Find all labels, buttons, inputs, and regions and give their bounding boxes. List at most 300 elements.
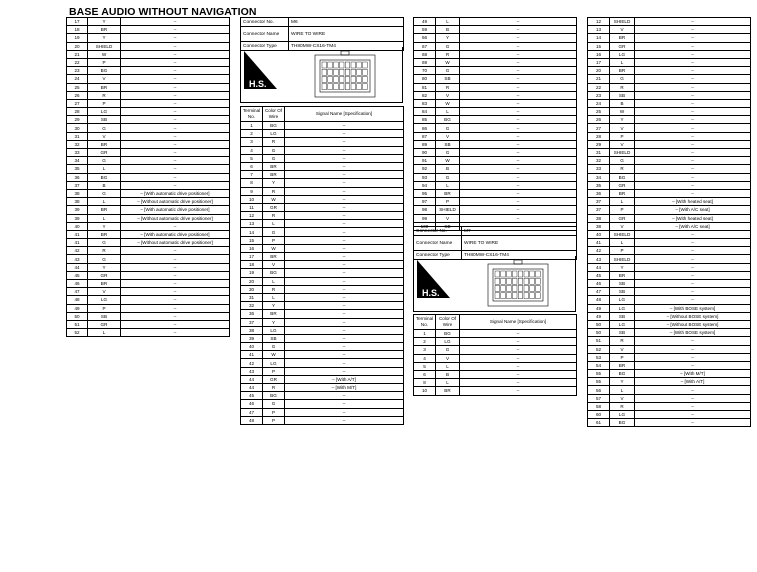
table-row	[588, 50, 751, 58]
table-row	[414, 370, 577, 378]
signal-name: –	[121, 50, 230, 58]
signal-name: – [With heated seat]	[635, 214, 751, 222]
signal-name-header: Signal Name [Specification]	[285, 107, 404, 122]
wire-color: SHIELD	[436, 206, 460, 214]
wire-color: LG	[610, 411, 635, 419]
terminal-no-header: Terminal No.	[241, 107, 263, 122]
table-row	[67, 26, 230, 34]
terminal-no: 44	[67, 263, 88, 271]
wire-color: BR	[263, 171, 285, 179]
table-row	[588, 189, 751, 197]
wire-color: GR	[88, 320, 121, 328]
table-row	[414, 362, 577, 370]
signal-name: –	[285, 162, 404, 170]
table-row	[588, 419, 751, 427]
connector-type-label: Connector Type	[414, 251, 462, 260]
table-row	[67, 222, 230, 230]
signal-name: –	[635, 116, 751, 124]
connector-pin	[322, 62, 327, 68]
table-row	[241, 253, 404, 261]
connector-pin	[507, 293, 512, 299]
wire-color: L	[436, 362, 460, 370]
terminal-no: 19	[67, 34, 88, 42]
terminal-no: 42	[67, 247, 88, 255]
table-row	[67, 108, 230, 116]
terminal-no: 32	[67, 140, 88, 148]
table-row	[414, 206, 577, 214]
wire-color: W	[263, 351, 285, 359]
terminal-no: 90	[414, 149, 436, 157]
wire-color: SB	[610, 329, 635, 337]
table-row	[241, 318, 404, 326]
table-row	[414, 338, 577, 346]
terminal-no: 46	[588, 280, 610, 288]
terminal-no: 36	[67, 173, 88, 181]
terminal-no: 8	[414, 379, 436, 387]
signal-name: –	[121, 280, 230, 288]
terminal-no: 33	[67, 149, 88, 157]
signal-name: –	[635, 402, 751, 410]
table-row	[414, 189, 577, 197]
terminal-no: 46	[241, 400, 263, 408]
terminal-no: 85	[414, 116, 436, 124]
terminal-no: 44	[241, 384, 263, 392]
terminal-no: 42	[588, 247, 610, 255]
table-row	[67, 83, 230, 91]
table-row	[67, 34, 230, 42]
table-row	[241, 122, 404, 130]
wire-color: P	[88, 58, 121, 66]
wire-color: V	[610, 26, 635, 34]
terminal-no: 18	[241, 261, 263, 269]
wire-color: BR	[436, 189, 460, 197]
wire-color: SB	[436, 140, 460, 148]
connector-pin	[334, 69, 339, 75]
wire-color: BG	[436, 330, 460, 338]
terminal-no: 41	[67, 230, 88, 238]
table-row	[414, 379, 577, 387]
connector-pin	[524, 293, 529, 299]
table-row	[588, 140, 751, 148]
terminal-no: 49	[67, 304, 88, 312]
connector-pin	[328, 76, 333, 82]
signal-name: –	[285, 146, 404, 154]
signal-name: –	[460, 198, 577, 206]
signal-name: –	[460, 132, 577, 140]
connector-pin	[322, 84, 327, 90]
wire-color: GR	[263, 375, 285, 383]
signal-name: – [Without automatic drive positioner]	[121, 214, 230, 222]
terminal-no: 91	[414, 157, 436, 165]
hs-label: H.S.	[422, 288, 440, 298]
wire-color: LG	[263, 359, 285, 367]
terminal-no: 32	[241, 302, 263, 310]
signal-name: –	[635, 42, 751, 50]
signal-name: –	[635, 271, 751, 279]
table-row	[241, 392, 404, 400]
signal-name: –	[635, 91, 751, 99]
table-row	[588, 255, 751, 263]
table-row	[241, 285, 404, 293]
connector-pin	[495, 285, 500, 291]
wire-color: L	[436, 181, 460, 189]
table-row	[414, 214, 577, 222]
connector-pin	[495, 271, 500, 277]
wire-color: SHIELD	[610, 18, 635, 26]
signal-name: –	[285, 220, 404, 228]
terminal-no: 38	[241, 326, 263, 334]
wire-color: V	[436, 91, 460, 99]
terminal-no: 14	[588, 34, 610, 42]
signal-name: –	[460, 338, 577, 346]
signal-name: – [With BOSE system]	[635, 329, 751, 337]
terminal-no: 1	[241, 122, 263, 130]
signal-name: –	[460, 99, 577, 107]
signal-name: –	[121, 132, 230, 140]
signal-name: – [With automatic drive positioner]	[121, 189, 230, 197]
table-row	[414, 99, 577, 107]
table-row	[67, 124, 230, 132]
signal-name: – [Without automatic drive positioner]	[121, 198, 230, 206]
wire-color: G	[436, 124, 460, 132]
terminal-no: 36	[588, 189, 610, 197]
signal-name: – [With BOSE system]	[635, 304, 751, 312]
table-row	[414, 58, 577, 66]
wire-color: W	[263, 195, 285, 203]
wire-color: R	[263, 138, 285, 146]
wire-color: BG	[436, 116, 460, 124]
signal-name: –	[121, 296, 230, 304]
signal-name: – [With heated seat]	[635, 198, 751, 206]
terminal-no: 13	[588, 26, 610, 34]
terminal-no: 29	[588, 140, 610, 148]
table-row	[588, 239, 751, 247]
signal-name: –	[460, 330, 577, 338]
terminal-no: 52	[67, 329, 88, 337]
connector-pin	[524, 271, 529, 277]
signal-name: –	[285, 138, 404, 146]
table-row	[241, 293, 404, 301]
table-row	[67, 58, 230, 66]
terminal-no: 16	[241, 244, 263, 252]
connector-no: M6	[289, 18, 404, 27]
table-row	[67, 18, 230, 26]
table-row	[414, 181, 577, 189]
table-row	[67, 189, 230, 197]
table-row	[588, 157, 751, 165]
connector-pin	[501, 278, 506, 284]
signal-name: –	[121, 108, 230, 116]
connector-pin	[501, 285, 506, 291]
table-row	[588, 296, 751, 304]
wire-color: L	[88, 214, 121, 222]
wire-color: LG	[88, 108, 121, 116]
terminal-no: 19	[241, 269, 263, 277]
hs-label: H.S.	[249, 79, 267, 89]
wire-color: W	[436, 99, 460, 107]
signal-name: –	[635, 296, 751, 304]
wire-color: P	[610, 206, 635, 214]
signal-name: –	[635, 230, 751, 238]
wire-color: BR	[610, 34, 635, 42]
terminal-no: 41	[588, 239, 610, 247]
signal-name: –	[635, 165, 751, 173]
table-row	[414, 354, 577, 362]
terminal-no: 39	[67, 206, 88, 214]
table-row	[414, 157, 577, 165]
signal-name: –	[460, 387, 577, 395]
terminal-no: 87	[414, 132, 436, 140]
table-row	[414, 67, 577, 75]
terminal-no: 37	[588, 206, 610, 214]
terminal-no: 83	[414, 99, 436, 107]
terminal-no: 21	[67, 50, 88, 58]
signal-name: –	[121, 222, 230, 230]
wire-color: L	[610, 386, 635, 394]
connector-m6-diagram	[241, 47, 404, 103]
signal-name: –	[635, 83, 751, 91]
table-row	[588, 75, 751, 83]
connector-pin	[518, 293, 523, 299]
wire-color: BR	[88, 230, 121, 238]
connector-pin	[322, 69, 327, 75]
signal-name: –	[635, 386, 751, 394]
terminal-no: 38	[588, 214, 610, 222]
wire-color: R	[610, 165, 635, 173]
wire-color: BR	[88, 26, 121, 34]
connector-pin	[518, 278, 523, 284]
wire-color: BR	[263, 162, 285, 170]
terminal-no: 27	[588, 124, 610, 132]
signal-name: –	[121, 58, 230, 66]
wire-color: L	[436, 108, 460, 116]
terminal-no: 48	[67, 296, 88, 304]
wire-color: R	[263, 384, 285, 392]
terminal-no-header: Terminal No.	[414, 315, 436, 330]
wire-color: G	[263, 400, 285, 408]
terminal-no: 23	[588, 91, 610, 99]
signal-name: –	[460, 50, 577, 58]
terminal-no: 51	[588, 337, 610, 345]
wire-color: LG	[610, 50, 635, 58]
terminal-no: 37	[588, 198, 610, 206]
connector-pin	[501, 293, 506, 299]
terminal-no: 44	[241, 375, 263, 383]
signal-name: –	[635, 173, 751, 181]
wire-color: L	[436, 379, 460, 387]
wire-color: Y	[610, 116, 635, 124]
terminal-no: 12	[588, 18, 610, 26]
connector-pin	[363, 76, 368, 82]
connector-pin	[512, 293, 517, 299]
terminal-no: 10	[414, 387, 436, 395]
terminal-no: 31	[67, 132, 88, 140]
wire-color: L	[88, 198, 121, 206]
table-row	[588, 304, 751, 312]
terminal-no: 57	[588, 394, 610, 402]
connector-type: TH80MW-CS16-TM4	[289, 42, 404, 51]
terminal-no: 50	[588, 329, 610, 337]
table-row	[67, 329, 230, 337]
connector-pin	[339, 76, 344, 82]
connector-no: M7	[462, 227, 577, 236]
wire-color: V	[436, 214, 460, 222]
wire-color: R	[436, 83, 460, 91]
terminal-no: 86	[414, 124, 436, 132]
wire-color: B	[88, 181, 121, 189]
terminal-no: 68	[414, 50, 436, 58]
signal-name: –	[460, 26, 577, 34]
signal-name: –	[635, 50, 751, 58]
wire-color: Y	[263, 318, 285, 326]
signal-name: –	[460, 157, 577, 165]
terminal-no: 41	[241, 351, 263, 359]
signal-name: –	[635, 157, 751, 165]
wire-color: L	[88, 329, 121, 337]
signal-name: –	[460, 346, 577, 354]
signal-name: –	[635, 34, 751, 42]
signal-name: –	[460, 58, 577, 66]
table-row	[241, 277, 404, 285]
wire-color: SHIELD	[610, 255, 635, 263]
table-row	[588, 230, 751, 238]
wire-color: R	[88, 247, 121, 255]
wire-color: BR	[436, 387, 460, 395]
signal-name: –	[121, 173, 230, 181]
terminal-no: 52	[588, 345, 610, 353]
signal-name: –	[460, 189, 577, 197]
terminal-no: 40	[588, 230, 610, 238]
signal-name: –	[460, 34, 577, 42]
signal-name: –	[285, 236, 404, 244]
terminal-no: 89	[414, 140, 436, 148]
table-row	[588, 370, 751, 378]
signal-name: –	[635, 255, 751, 263]
terminal-no: 31	[588, 149, 610, 157]
connector-pin	[334, 76, 339, 82]
terminal-no: 7	[241, 171, 263, 179]
table-row	[588, 124, 751, 132]
wire-color: BG	[263, 122, 285, 130]
table-row	[588, 83, 751, 91]
terminal-no: 31	[241, 293, 263, 301]
signal-name: –	[121, 34, 230, 42]
table-row	[241, 154, 404, 162]
terminal-no: 3	[414, 346, 436, 354]
terminal-no: 80	[414, 75, 436, 83]
connector-pin	[536, 285, 541, 291]
wire-color: LG	[263, 326, 285, 334]
signal-name: –	[285, 293, 404, 301]
terminal-no: 5	[241, 154, 263, 162]
terminal-no: 37	[67, 181, 88, 189]
signal-name: –	[635, 149, 751, 157]
signal-name: –	[121, 26, 230, 34]
wire-color-header: Color Of Wire	[436, 315, 460, 330]
table-row	[588, 108, 751, 116]
wire-color: SHIELD	[88, 42, 121, 50]
table-row	[414, 50, 577, 58]
wire-color: V	[436, 354, 460, 362]
wire-color: G	[436, 346, 460, 354]
wire-color: BG	[610, 419, 635, 427]
signal-name: –	[460, 75, 577, 83]
signal-name: –	[121, 255, 230, 263]
wire-color: W	[610, 108, 635, 116]
terminal-no: 12	[241, 212, 263, 220]
connector-pin	[530, 278, 535, 284]
signal-name: –	[460, 379, 577, 387]
terminal-no: 51	[67, 320, 88, 328]
signal-name: – [With A/T]	[285, 375, 404, 383]
table-row	[241, 269, 404, 277]
wire-color: G	[88, 239, 121, 247]
terminal-no: 50	[588, 320, 610, 328]
wire-color: V	[610, 394, 635, 402]
wire-color: L	[610, 239, 635, 247]
signal-name: –	[121, 116, 230, 124]
wire-color: BG	[88, 67, 121, 75]
table-row	[241, 236, 404, 244]
table-row	[241, 203, 404, 211]
table-row	[67, 288, 230, 296]
terminal-no: 16	[588, 50, 610, 58]
signal-name: – [With automatic drive positioner]	[121, 230, 230, 238]
table-row	[241, 261, 404, 269]
table-row	[588, 206, 751, 214]
signal-name: –	[285, 302, 404, 310]
connector-pin	[345, 62, 350, 68]
table-row	[67, 42, 230, 50]
table-row	[241, 400, 404, 408]
terminal-no: 97	[414, 198, 436, 206]
wire-color: BR	[610, 361, 635, 369]
terminal-no: 36	[241, 310, 263, 318]
terminal-no: 42	[241, 359, 263, 367]
wire-color: BR	[610, 271, 635, 279]
terminal-table-col1	[66, 17, 230, 337]
signal-name: –	[121, 124, 230, 132]
table-row	[241, 359, 404, 367]
table-row	[241, 179, 404, 187]
signal-name: –	[635, 411, 751, 419]
table-header-row	[241, 107, 404, 122]
table-row	[241, 187, 404, 195]
connector-m6-header	[240, 17, 404, 51]
wire-color: R	[88, 91, 121, 99]
signal-name: –	[285, 343, 404, 351]
wire-color: L	[610, 198, 635, 206]
wire-color: P	[88, 99, 121, 107]
terminal-no: 67	[414, 42, 436, 50]
signal-name: –	[460, 165, 577, 173]
wire-color: V	[610, 140, 635, 148]
signal-name: –	[460, 91, 577, 99]
terminal-no: 26	[67, 91, 88, 99]
table-row	[67, 206, 230, 214]
terminal-no: 39	[67, 214, 88, 222]
wire-color: L	[263, 220, 285, 228]
terminal-no: 47	[241, 408, 263, 416]
wire-color: G	[436, 42, 460, 50]
signal-name: –	[285, 269, 404, 277]
table-row	[414, 83, 577, 91]
terminal-no: 49	[414, 18, 436, 26]
wire-color: SB	[436, 222, 460, 230]
signal-name: –	[460, 67, 577, 75]
terminal-no: 6	[241, 162, 263, 170]
wire-color: R	[610, 83, 635, 91]
